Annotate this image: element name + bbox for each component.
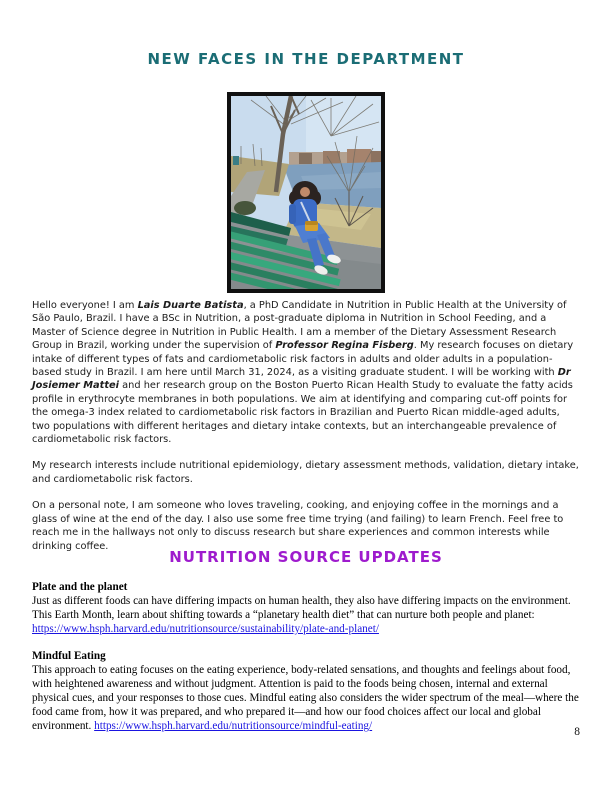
ns-item-plate-and-planet	[32, 580, 580, 636]
hyperlink[interactable]: https://www.hsph.harvard.edu/nutritionsource/mindful-eating/	[94, 720, 373, 732]
bio-text	[32, 299, 580, 566]
bio-paragraph-1: Hello everyone! I am Lais Duarte Batista, a PhD Candidate in Nutrition in Public Health at the University of São Paulo, Brazil. I have a BSc in Nutrition, a post-graduate diploma in Nutrition in School Feeding, and a Master of Science degree in Nutrition in Public Health. I am a member of the Dietary Assessment Research Group in Brazil, working under the supervision of Professor Regina Fisberg. My research focuses on dietary intake of different types of fats and cardiometabolic risk factors in adults and older adults in a population-based study in Brazil. I am here until March 31, 2024, as a visiting graduate student. I will be working with Dr Josiemer Mattei and her research group on the Boston Puerto Rican Health Study to evaluate the fatty acids profile in erythrocyte membranes in both populations. We aim at identifying and comparing cut-off points for the omega-3 index related to cardiometabolic risk factors in Brazilian and Puerto Rican middle-aged adults, two populations with different heritages and dietary intake contexts, but an interchangeable prevalence of cardiometabolic risk factors.	[32, 300, 574, 446]
ns-item-mindful-eating	[32, 649, 580, 733]
ns-item-heading: Mindful Eating	[32, 650, 106, 662]
new-faces-title: NEW FACES IN THE DEPARTMENT	[147, 50, 465, 68]
hyperlink[interactable]: https://www.hsph.harvard.edu/nutritionsource/sustainability/plate-and-planet/	[32, 623, 379, 635]
page-number: 8	[574, 726, 580, 738]
bio-paragraph-3: On a personal note, I am someone who loves traveling, cooking, and enjoying coffee in the mornings and a glass of wine at the end of the day. I also use some free time trying (and failing) to learn French. Feel free to reach me in the hallways not only to discuss research but share experiences and common interests while drinking coffee.	[32, 500, 564, 552]
park-bench-photo-illustration	[231, 96, 381, 289]
nutrition-source-section	[32, 580, 580, 746]
ns-item-body: Just as different foods can have differing impacts on human health, they also have differing impacts on the environment. This Earth Month, learn about shifting towards a “planetary health diet” that can nurture both people and planet: https://www.hsph.harvard.edu/nutritionsource/sustainability/plate-and-planet/	[32, 595, 571, 635]
nutrition-source-title: NUTRITION SOURCE UPDATES	[169, 548, 443, 566]
profile-photo	[227, 92, 385, 293]
ns-item-heading: Plate and the planet	[32, 581, 128, 593]
bio-paragraph-2: My research interests include nutritional epidemiology, dietary assessment methods, validation, dietary intake, and cardiometabolic risk factors.	[32, 460, 579, 485]
ns-item-body: This approach to eating focuses on the eating experience, body-related sensations, and thoughts and feelings about food, with heightened awareness and without judgment. Attention is paid to the foods being chosen, internal and external physical cues, and your responses to those cues. Mindful eating also considers the wider spectrum of the meal—where the food came from, how it was prepared, and who prepared it—and how our food choices affect our local and global environment. https://www.hsph.harvard.edu/nutritionsource/mindful-eating/	[32, 664, 579, 732]
